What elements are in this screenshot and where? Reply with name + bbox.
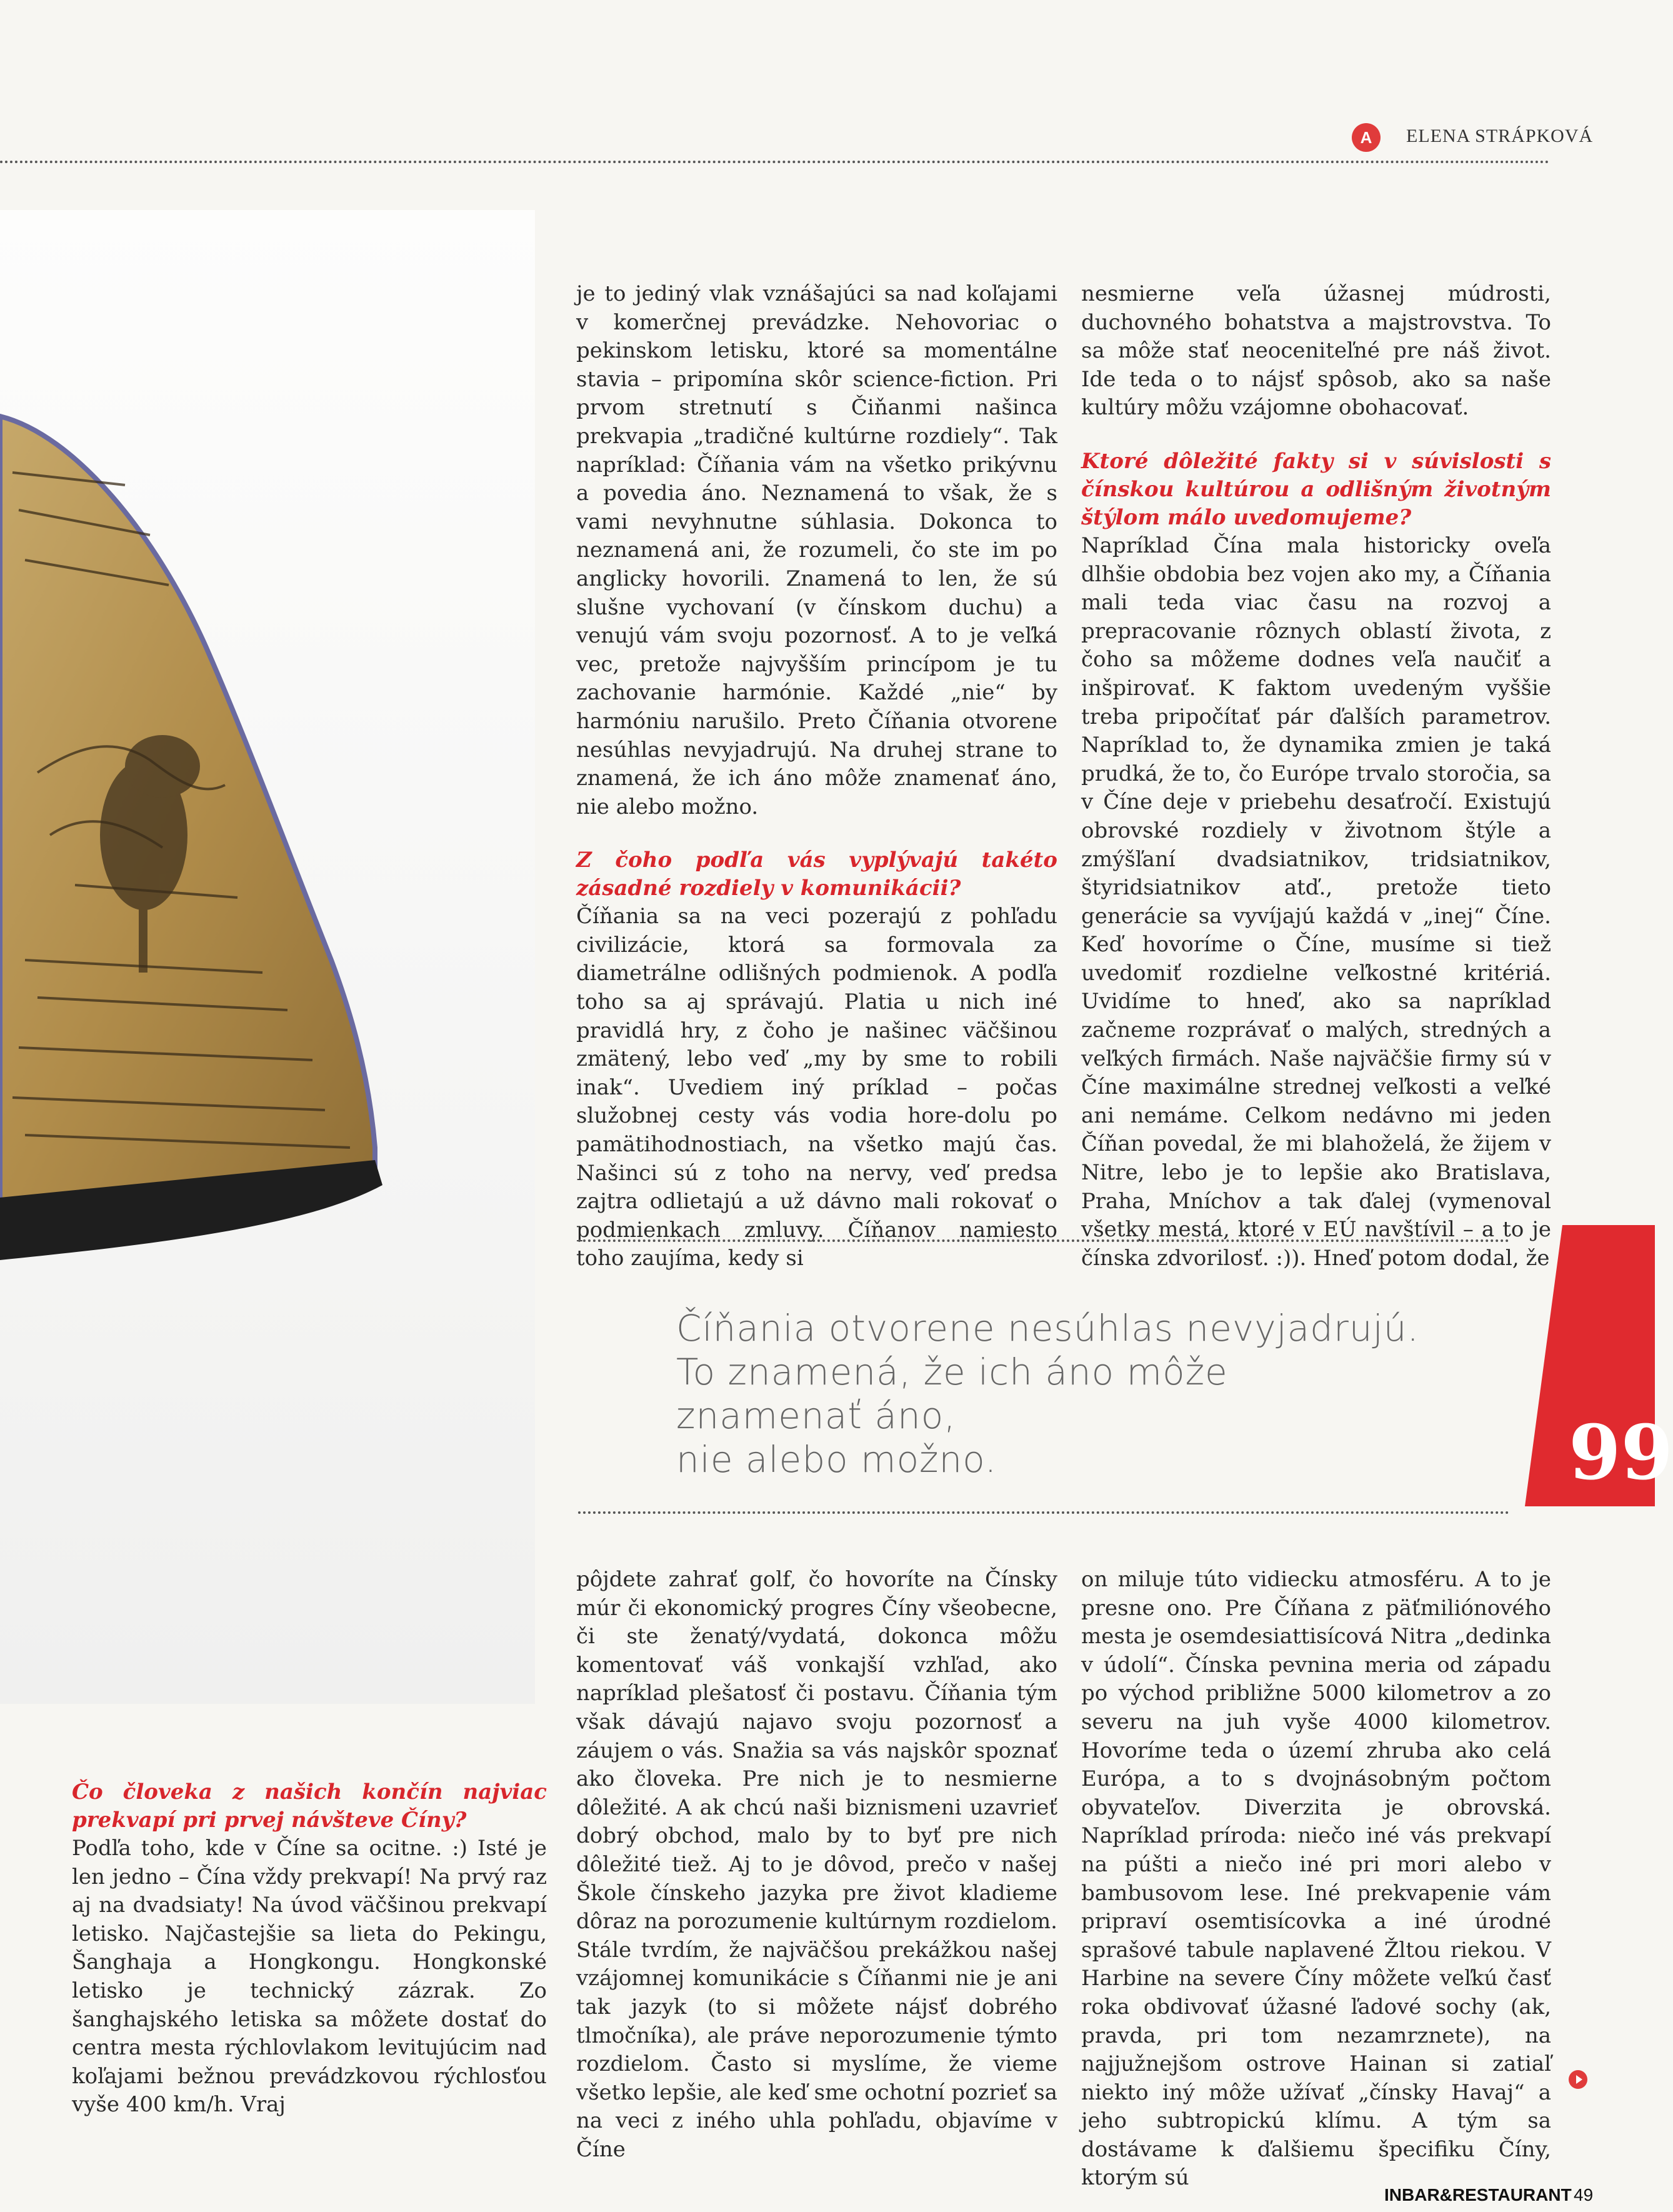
- answer-paragraph: Podľa toho, kde v Číne sa ocitne. :) Isté je len jedno – Čína vždy prekvapí! Na prvý raz aj na dvadsiaty! Na úvod väčšinou prekvapí letisko. Najčastejšie sa lieta do Pekingu, Šanghaja a Hongkongu. Hongkonské letisko je technický zázrak. Zo šanghajského letiska sa môžete dostať do centra mesta rýchlovlakom levitujúcim nad koľajami bežnou prevádzkovou rýchlosťou vyše 400 km/h. Vraj: [72, 1836, 547, 2118]
- question-heading: Čo človeka z našich končín najviac prekvapí pri prvej návšteve Číny?: [72, 1779, 547, 1833]
- continue-arrow-icon: [1569, 2070, 1587, 2089]
- pull-quote-top-divider: [578, 1239, 1509, 1242]
- author-badge: A: [1352, 123, 1381, 152]
- quote-mark-icon: 99: [1569, 1409, 1673, 1497]
- column-3-bottom: [1081, 1566, 1551, 2193]
- pull-quote-line: Číňania otvorene nesúhlas nevyjadrujú.: [676, 1307, 1419, 1349]
- column-2-top: [576, 280, 1057, 1273]
- column-3-top: [1081, 280, 1551, 1273]
- magazine-name: INBAR&RESTAURANT: [1384, 2185, 1572, 2204]
- column-2-bottom: [576, 1566, 1057, 2164]
- header-divider: [0, 161, 1550, 163]
- answer-paragraph: Napríklad Čína mala historicky oveľa dlhšie obdobia bez vojen ako my, a Číňania mali teda viac času na rozvoj a prepracovanie rôznych oblastí života, z čoho sa môžeme dodnes veľa naučiť a inšpirovať. K faktom uvedeným vyššie treba pripočítať pár ďalších parametrov. Napríklad to, že dynamika zmien je taká prudká, že to, čo Európe trvalo storočia, sa v Číne deje v priebehu desaťročí. Existujú obrovské rozdiely v životnom štýle a zmýšľaní dvadsiatnikov, tridsiatnikov, štyridsiatnikov atď., pretože tieto generácie sa vyvíjajú každá v „inej“ Číne. Keď hovoríme o Číne, musíme si tiež uvedomiť rozdielne veľkostné kritériá. Uvidíme to hneď, ako sa napríklad začneme rozprávať o malých, stredných a veľkých firmách. Naše najväčšie firmy sú v Číne maximálne strednej veľkosti a veľké ani nemáme. Celkom nedávno mi jeden Číňan povedal, že mi blahoželá, že žijem v Nitre, lebo je to lepšie ako Bratislava, Praha, Mníchov a tak ďalej (vymenoval všetky mestá, ktoré v EÚ navštívil – a to je čínska zdvorilosť. :)). Hneď potom dodal, že: [1081, 533, 1551, 1271]
- body-paragraph: on miluje túto vidiecku atmosféru. A to je presne ono. Pre Číňana z päťmiliónového mesta je osemdesiattisícová Nitra „dedinka v údolí“. Čínska pevnina meria od západu po východ približne 5000 kilometrov a zo severu na juh vyše 4000 kilometrov. Hovoríme teda o území zhruba ako celá Európa, a to s dvojnásobným počtom obyvateľov. Diverzita je obrovská. Napríklad príroda: niečo iné vás prekvapí na púšti a niečo iné pri mori alebo v bambusovom lese. Iné prekvapenie vám pripraví osemtisícovka a iné úrodné sprašové tabule naplavené Žltou riekou. V Harbine na severe Číny môžete veľkú časť roka obdivovať úžasné ľadové sochy (ak, pravda, pri tom nezamrznete), na najjužnejšom ostrove Hainan si zatiaľ niekto iný môže užívať „čínsky Havaj“ a jeho subtropickú klímu. A tým sa dostávame k ďalšiemu špecifiku Číny, ktorým sú: [1081, 1567, 1551, 2191]
- column-1-bottom: [72, 1778, 547, 2119]
- pull-quote-line: nie alebo možno.: [676, 1438, 997, 1481]
- body-paragraph: nesmierne veľa úžasnej múdrosti, duchovného bohatstva a majstrovstva. To sa môže stať neoceniteľné pre náš život. Ide teda o to nájsť spôsob, ako sa naše kultúry môžu vzájomne obohacovať.: [1081, 281, 1551, 421]
- pull-quote-line: To znamená, že ich áno môže znamenať áno,: [676, 1351, 1228, 1437]
- fan-photo: [0, 210, 535, 1704]
- pull-quote-bottom-divider: [578, 1511, 1509, 1514]
- page-number: 49: [1574, 2185, 1594, 2204]
- body-paragraph: je to jediný vlak vznášajúci sa nad koľajami v komerčnej prevádzke. Nehovoriac o pekinskom letisku, ktoré sa momentálne stavia – pripomína skôr science-fiction. Pri prvom stretnutí s Čiňanmi našinca prekvapia „tradičné kultúrne rozdiely“. Tak napríklad: Číňania vám na všetko prikývnu a povedia áno. Neznamená to však, že s vami nevyhnutne súhlasia. Dokonca to neznamená ani, že rozumeli, čo ste im po anglicky hovorili. Znamená to len, že sú slušne vychovaní (v čínskom duchu) a venujú vám svoju pozornosť. A to je veľká vec, pretože najvyšším princípom je tu zachovanie harmónie. Každé „nie“ by harmóniu narušilo. Preto Číňania otvorene nesúhlas nevyjadrujú. Na druhej strane to znamená, že ich áno môže znamenať áno, nie alebo možno.: [576, 281, 1057, 819]
- pull-quote: [676, 1306, 1426, 1481]
- fan-illustration: [0, 210, 535, 1704]
- question-heading: Z čoho podľa vás vyplývajú takéto zásadné rozdiely v komunikácii?: [576, 848, 1057, 901]
- author-name: ELENA STRÁPKOVÁ: [1406, 126, 1594, 146]
- body-paragraph: pôjdete zahrať golf, čo hovoríte na Čínsky múr či ekonomický progres Číny všeobecne, či ste ženatý/vydatá, dokonca môžu komentovať váš vonkajší vzhľad, ako napríklad plešatosť či postavu. Číňania tým však dávajú najavo svoju pozornosť a záujem o vás. Snažia sa vás najskôr spoznať ako človeka. Pre nich je to nesmierne dôležité. A ak chcú naši biznismeni uzavrieť dobrý obchod, malo by to byť pre nich dôležité tiež. Aj to je dôvod, prečo v našej Škole čínskeho jazyka pre život kladieme dôraz na porozumenie kultúrnym rozdielom. Stále tvrdím, že najväčšou prekážkou našej vzájomnej komunikácie s Číňanmi nie je ani tak jazyk (to si môžete nájsť dobrého tlmočníka), ale práve neporozumenie týmto rozdielom. Často si myslíme, že vieme všetko lepšie, ale keď sme ochotní pozrieť sa na veci z iného uhla pohľadu, objavíme v Číne: [576, 1567, 1057, 2162]
- answer-paragraph: Číňania sa na veci pozerajú z pohľadu civilizácie, ktorá sa formovala za diametrálne odlišných podmienok. A podľa toho sa aj správajú. Platia u nich iné pravidlá hry, z čoho je našinec väčšinou zmätený, lebo veď „my by sme to robili inak“. Uvediem iný príklad – počas služobnej cesty vás vodia hore-dolu po pamätihodnostiach, na všetko majú čas. Našinci sú z toho na nervy, veď predsa zajtra odlietajú a už dávno mali rokovať o podmienkach zmluvy. Číňanov namiesto toho zaujíma, kedy si: [576, 904, 1057, 1271]
- question-heading: Ktoré dôležité fakty si v súvislosti s čínskou kultúrou a odlišným životným štýlom málo uvedomujeme?: [1081, 448, 1551, 530]
